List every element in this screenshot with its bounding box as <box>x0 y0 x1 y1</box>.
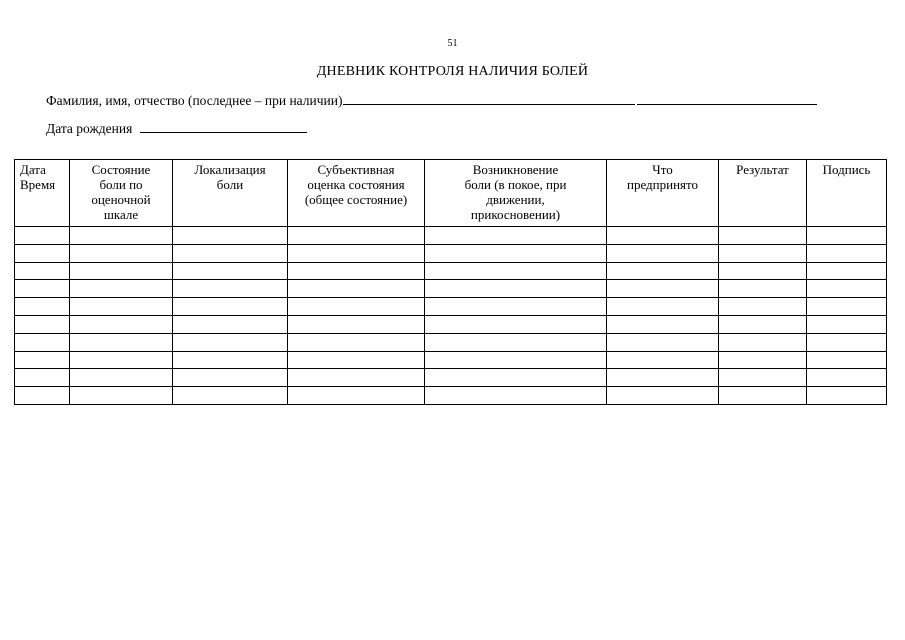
table-cell[interactable] <box>425 244 607 262</box>
table-row <box>15 262 887 280</box>
table-cell[interactable] <box>173 244 288 262</box>
table-cell[interactable] <box>807 227 887 245</box>
table-cell[interactable] <box>288 333 425 351</box>
birth-date-field <box>46 119 307 137</box>
column-header-result: Результат <box>719 160 807 227</box>
table-cell[interactable] <box>607 280 719 298</box>
table-cell[interactable] <box>719 227 807 245</box>
table-cell[interactable] <box>719 244 807 262</box>
column-header-action-taken: Что предпринято <box>607 160 719 227</box>
table-cell[interactable] <box>288 369 425 387</box>
table-cell[interactable] <box>607 351 719 369</box>
table-cell[interactable] <box>607 315 719 333</box>
table-row <box>15 315 887 333</box>
table-cell[interactable] <box>15 351 70 369</box>
table-cell[interactable] <box>173 369 288 387</box>
table-cell[interactable] <box>719 280 807 298</box>
table-cell[interactable] <box>70 227 173 245</box>
table-cell[interactable] <box>807 333 887 351</box>
table-cell[interactable] <box>288 298 425 316</box>
table-cell[interactable] <box>173 227 288 245</box>
table-cell[interactable] <box>719 369 807 387</box>
column-header-pain-scale: Состояние боли по оценочной шкале <box>70 160 173 227</box>
table-row <box>15 369 887 387</box>
column-header-pain-location: Локализация боли <box>173 160 288 227</box>
table-cell[interactable] <box>70 351 173 369</box>
table-cell[interactable] <box>70 387 173 405</box>
table-row <box>15 298 887 316</box>
table-cell[interactable] <box>288 244 425 262</box>
table-cell[interactable] <box>173 351 288 369</box>
table-cell[interactable] <box>607 387 719 405</box>
table-cell[interactable] <box>607 369 719 387</box>
table-row <box>15 387 887 405</box>
table-row <box>15 244 887 262</box>
table-cell[interactable] <box>15 333 70 351</box>
full-name-blank-line[interactable] <box>343 91 635 105</box>
birth-date-blank-line[interactable] <box>140 119 307 133</box>
pain-diary-table <box>14 159 887 405</box>
table-cell[interactable] <box>607 244 719 262</box>
table-cell[interactable] <box>15 244 70 262</box>
document-title: ДНЕВНИК КОНТРОЛЯ НАЛИЧИЯ БОЛЕЙ <box>316 64 589 79</box>
table-cell[interactable] <box>173 333 288 351</box>
table-cell[interactable] <box>173 298 288 316</box>
table-cell[interactable] <box>425 351 607 369</box>
table-cell[interactable] <box>807 387 887 405</box>
table-cell[interactable] <box>288 227 425 245</box>
table-cell[interactable] <box>70 280 173 298</box>
column-header-pain-onset: Возникновение боли (в покое, при движении, прикосновении) <box>425 160 607 227</box>
table-cell[interactable] <box>425 387 607 405</box>
birth-date-label: Дата рождения <box>46 121 133 136</box>
table-cell[interactable] <box>719 333 807 351</box>
table-cell[interactable] <box>607 333 719 351</box>
table-cell[interactable] <box>15 315 70 333</box>
table-cell[interactable] <box>719 387 807 405</box>
table-cell[interactable] <box>807 244 887 262</box>
table-cell[interactable] <box>70 298 173 316</box>
table-cell[interactable] <box>425 315 607 333</box>
table-row <box>15 333 887 351</box>
table-cell[interactable] <box>70 262 173 280</box>
table-cell[interactable] <box>70 244 173 262</box>
table-cell[interactable] <box>425 333 607 351</box>
table-cell[interactable] <box>607 298 719 316</box>
table-cell[interactable] <box>15 262 70 280</box>
table-cell[interactable] <box>425 298 607 316</box>
table-cell[interactable] <box>70 315 173 333</box>
table-cell[interactable] <box>425 280 607 298</box>
table-cell[interactable] <box>288 280 425 298</box>
table-cell[interactable] <box>15 298 70 316</box>
table-header-row <box>15 160 887 227</box>
table-cell[interactable] <box>70 333 173 351</box>
table-cell[interactable] <box>425 262 607 280</box>
full-name-field <box>46 91 817 109</box>
table-row <box>15 351 887 369</box>
table-cell[interactable] <box>288 262 425 280</box>
table-cell[interactable] <box>288 315 425 333</box>
table-cell[interactable] <box>807 262 887 280</box>
column-header-subjective-assessment: Субъективная оценка состояния (общее состояние) <box>288 160 425 227</box>
table-row <box>15 280 887 298</box>
table-cell[interactable] <box>173 315 288 333</box>
table-cell[interactable] <box>807 351 887 369</box>
table-cell[interactable] <box>425 227 607 245</box>
table-cell[interactable] <box>173 280 288 298</box>
table-cell[interactable] <box>70 369 173 387</box>
table-cell[interactable] <box>173 262 288 280</box>
table-cell[interactable] <box>288 351 425 369</box>
table-cell[interactable] <box>15 387 70 405</box>
table-row <box>15 227 887 245</box>
table-cell[interactable] <box>15 369 70 387</box>
table-cell[interactable] <box>807 315 887 333</box>
table-cell[interactable] <box>719 262 807 280</box>
page-number: 51 <box>447 38 458 49</box>
table-cell[interactable] <box>288 387 425 405</box>
table-body <box>15 227 887 405</box>
table-cell[interactable] <box>607 262 719 280</box>
table-cell[interactable] <box>719 351 807 369</box>
table-cell[interactable] <box>807 298 887 316</box>
column-header-signature: Подпись <box>807 160 887 227</box>
column-header-date-time: Дата Время <box>15 160 70 227</box>
table-cell[interactable] <box>425 369 607 387</box>
table-cell[interactable] <box>607 227 719 245</box>
table-cell[interactable] <box>719 315 807 333</box>
table-cell[interactable] <box>15 280 70 298</box>
table-cell[interactable] <box>807 280 887 298</box>
full-name-label: Фамилия, имя, отчество (последнее – при наличии) <box>46 93 343 108</box>
table-cell[interactable] <box>15 227 70 245</box>
table-cell[interactable] <box>173 387 288 405</box>
table-cell[interactable] <box>719 298 807 316</box>
table-cell[interactable] <box>807 369 887 387</box>
full-name-blank-line-extra[interactable] <box>637 91 817 105</box>
